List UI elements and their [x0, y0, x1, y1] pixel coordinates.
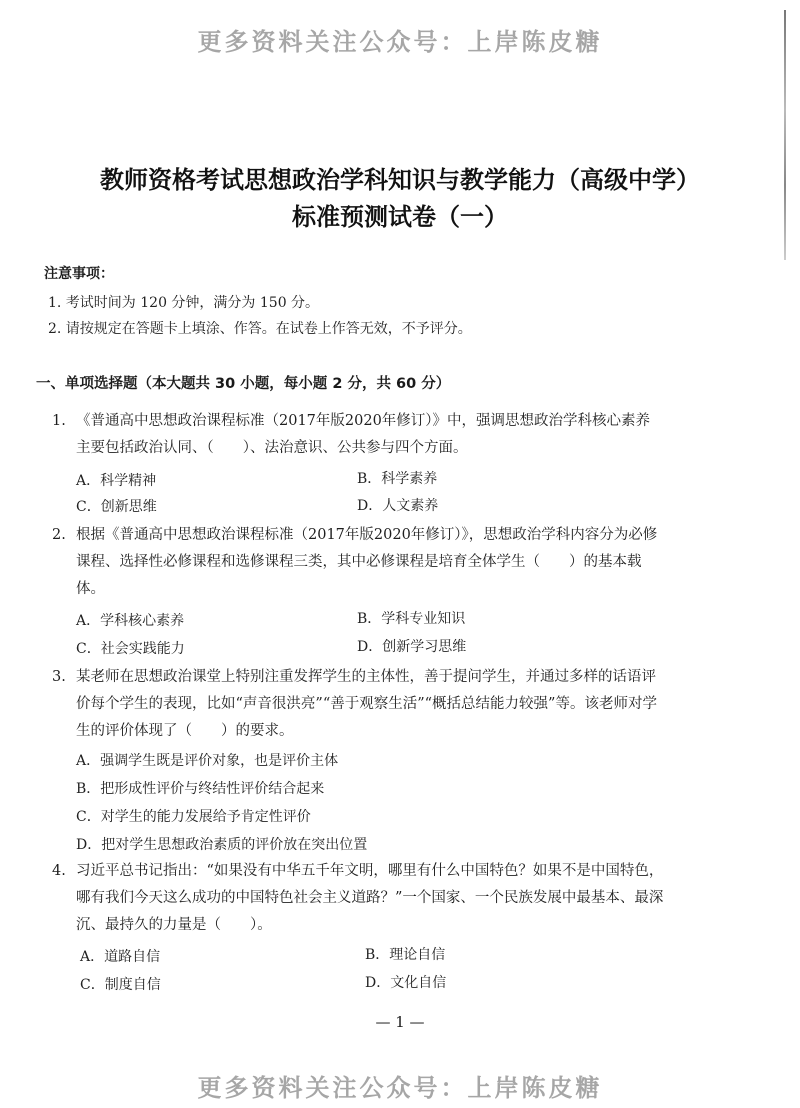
section-heading: 一、单项选择题（本大题共 30 小题，每小题 2 分，共 60 分） [36, 376, 451, 392]
option-d: D．文化自信 [365, 975, 447, 991]
question-number: 3. [52, 669, 66, 685]
option-c: C．创新思维 [76, 499, 157, 515]
question-text: 某老师在思想政治课堂上特别注重发挥学生的主体性，善于提问学生，并通过多样的话语评价每个学生的表现，比如“声音很洪亮”“善于观察生活”“概括总结能力较强”等。该老师对学生的评价体现了（ ）的要求。 [76, 669, 657, 739]
notice-item: 1. 考试时间为 120 分钟，满分为 150 分。 [48, 295, 320, 311]
option-a: A．学科核心素养 [76, 613, 185, 629]
question-number: 2. [52, 527, 66, 543]
question-text: 《普通高中思想政治课程标准（2017年版2020年修订）》中，强调思想政治学科核心素养主要包括政治认同、（ ）、法治意识、公共参与四个方面。 [76, 413, 651, 456]
option-a: A．道路自信 [80, 949, 161, 965]
page-number: — 1 — [375, 1013, 425, 1031]
question-number: 4. [52, 863, 66, 879]
question-1 [52, 408, 664, 462]
option-a: A．强调学生既是评价对象，也是评价主体 [76, 753, 339, 769]
option-a: A．科学精神 [76, 473, 157, 489]
option-b: B．理论自信 [365, 947, 446, 963]
question-2 [52, 522, 664, 603]
option-c: C．对学生的能力发展给予肯定性评价 [76, 809, 311, 825]
question-4 [52, 858, 664, 939]
option-d: D．把对学生思想政治素质的评价放在突出位置 [76, 837, 368, 853]
watermark-top: 更多资料关注公众号：上岸陈皮糖 [197, 28, 603, 56]
exam-title: 教师资格考试思想政治学科知识与教学能力（高级中学） [100, 166, 700, 194]
question-text: 习近平总书记指出：“如果没有中华五千年文明，哪里有什么中国特色？如果不是中国特色，哪有我们今天这么成功的中国特色社会主义道路？”一个国家、一个民族发展中最基本、最深沉、最持久的力量是（ ）。 [76, 863, 664, 933]
question-number: 1. [52, 413, 66, 429]
option-d: D．创新学习思维 [357, 639, 467, 655]
exam-subtitle: 标准预测试卷（一） [292, 203, 508, 231]
option-b: B．把形成性评价与终结性评价结合起来 [76, 781, 325, 797]
option-c: C．制度自信 [80, 977, 161, 993]
question-3 [52, 664, 664, 745]
watermark-bottom: 更多资料关注公众号：上岸陈皮糖 [197, 1074, 603, 1102]
option-b: B．科学素养 [357, 471, 438, 487]
notice-heading: 注意事项： [44, 266, 114, 282]
notice-item: 2. 请按规定在答题卡上填涂、作答。在试卷上作答无效，不予评分。 [48, 321, 472, 337]
option-b: B．学科专业知识 [357, 611, 466, 627]
option-d: D．人文素养 [357, 498, 439, 514]
option-c: C．社会实践能力 [76, 641, 185, 657]
question-text: 根据《普通高中思想政治课程标准（2017年版2020年修订）》，思想政治学科内容分为必修课程、选择性必修课程和选修课程三类，其中必修课程是培育全体学生（ ）的基本载体。 [76, 527, 658, 597]
